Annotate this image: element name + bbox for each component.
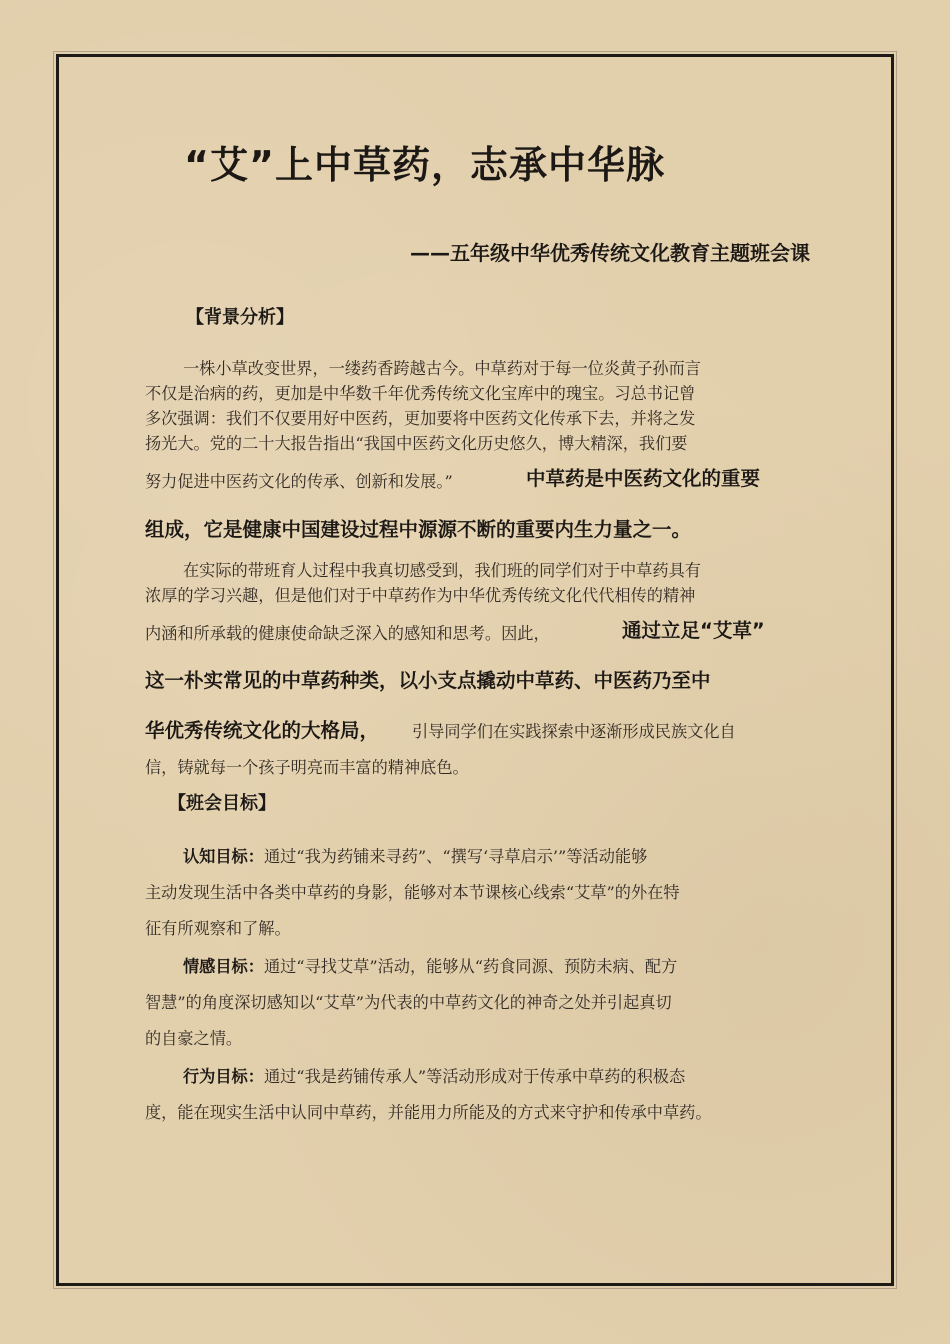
page-subtitle: ——五年级中华优秀传统文化教育主题班会课 <box>410 241 810 265</box>
goal-text: 通过“我是药铺传承人”等活动形成对于传承中草药的积极态 <box>263 1067 686 1086</box>
text-line: 智慧”的角度深切感知以“艾草”为代表的中草药文化的神奇之处并引起真切 <box>145 993 672 1012</box>
goal-emotional-label: 情感目标： <box>183 957 264 976</box>
text-line: 内涵和所承载的健康使命缺乏深入的感知和思考。因此， <box>145 624 550 643</box>
goal-text: 通过“我为药铺来寻药”、“撰写‘寻草启示’”等活动能够 <box>263 847 648 866</box>
text-line: 信，铸就每一个孩子明亮而丰富的精神底色。 <box>145 758 469 777</box>
emphasis-text: 组成，它是健康中国建设过程中源源不断的重要内生力量之一。 <box>145 518 692 541</box>
goal-text: 通过“寻找艾草”活动，能够从“药食同源、预防未病、配方 <box>263 957 678 976</box>
text-line: 在实际的带班育人过程中我真切感受到，我们班的同学们对于中草药具有 <box>183 561 701 580</box>
goals-heading: 【班会目标】 <box>168 793 276 814</box>
text-line: 引导同学们在实践探索中逐渐形成民族文化自 <box>412 722 736 741</box>
text-line: 征有所观察和了解。 <box>145 919 291 938</box>
emphasis-text: 通过立足“艾草” <box>622 619 765 642</box>
emphasis-text: 华优秀传统文化的大格局， <box>145 719 380 742</box>
goal-cognitive-label: 认知目标： <box>183 847 264 866</box>
background-heading: 【背景分析】 <box>186 307 294 328</box>
text-line: 度，能在现实生活中认同中草药，并能用力所能及的方式来守护和传承中草药。 <box>145 1103 712 1122</box>
text-line: 扬光大。党的二十大报告指出“我国中医药文化历史悠久，博大精深，我们要 <box>145 434 688 453</box>
text-line: 主动发现生活中各类中草药的身影，能够对本节课核心线索“艾草”的外在特 <box>145 883 680 902</box>
text-line: 多次强调：我们不仅要用好中医药，更加要将中医药文化传承下去，并将之发 <box>145 409 696 428</box>
text-line: 浓厚的学习兴趣，但是他们对于中草药作为中华优秀传统文化代代相传的精神 <box>145 586 696 605</box>
emphasis-text: 中草药是中医药文化的重要 <box>526 467 761 490</box>
emphasis-text: 这一朴实常见的中草药种类，以小支点撬动中草药、中医药乃至中 <box>145 669 711 692</box>
text-line: 不仅是治病的药，更加是中华数千年优秀传统文化宝库中的瑰宝。习总书记曾 <box>145 384 696 403</box>
goal-cognitive-line <box>183 843 647 867</box>
text-line: 的自豪之情。 <box>145 1029 243 1048</box>
text-line: 努力促进中医药文化的传承、创新和发展。” <box>145 472 453 491</box>
goal-behavioral-line <box>183 1063 685 1087</box>
page-title: “艾”上中草药，志承中华脉 <box>184 143 665 187</box>
text-line: 一株小草改变世界，一缕药香跨越古今。中草药对于每一位炎黄子孙而言 <box>183 359 701 378</box>
goal-behavioral-label: 行为目标： <box>183 1067 264 1086</box>
goal-emotional-line <box>183 953 677 977</box>
